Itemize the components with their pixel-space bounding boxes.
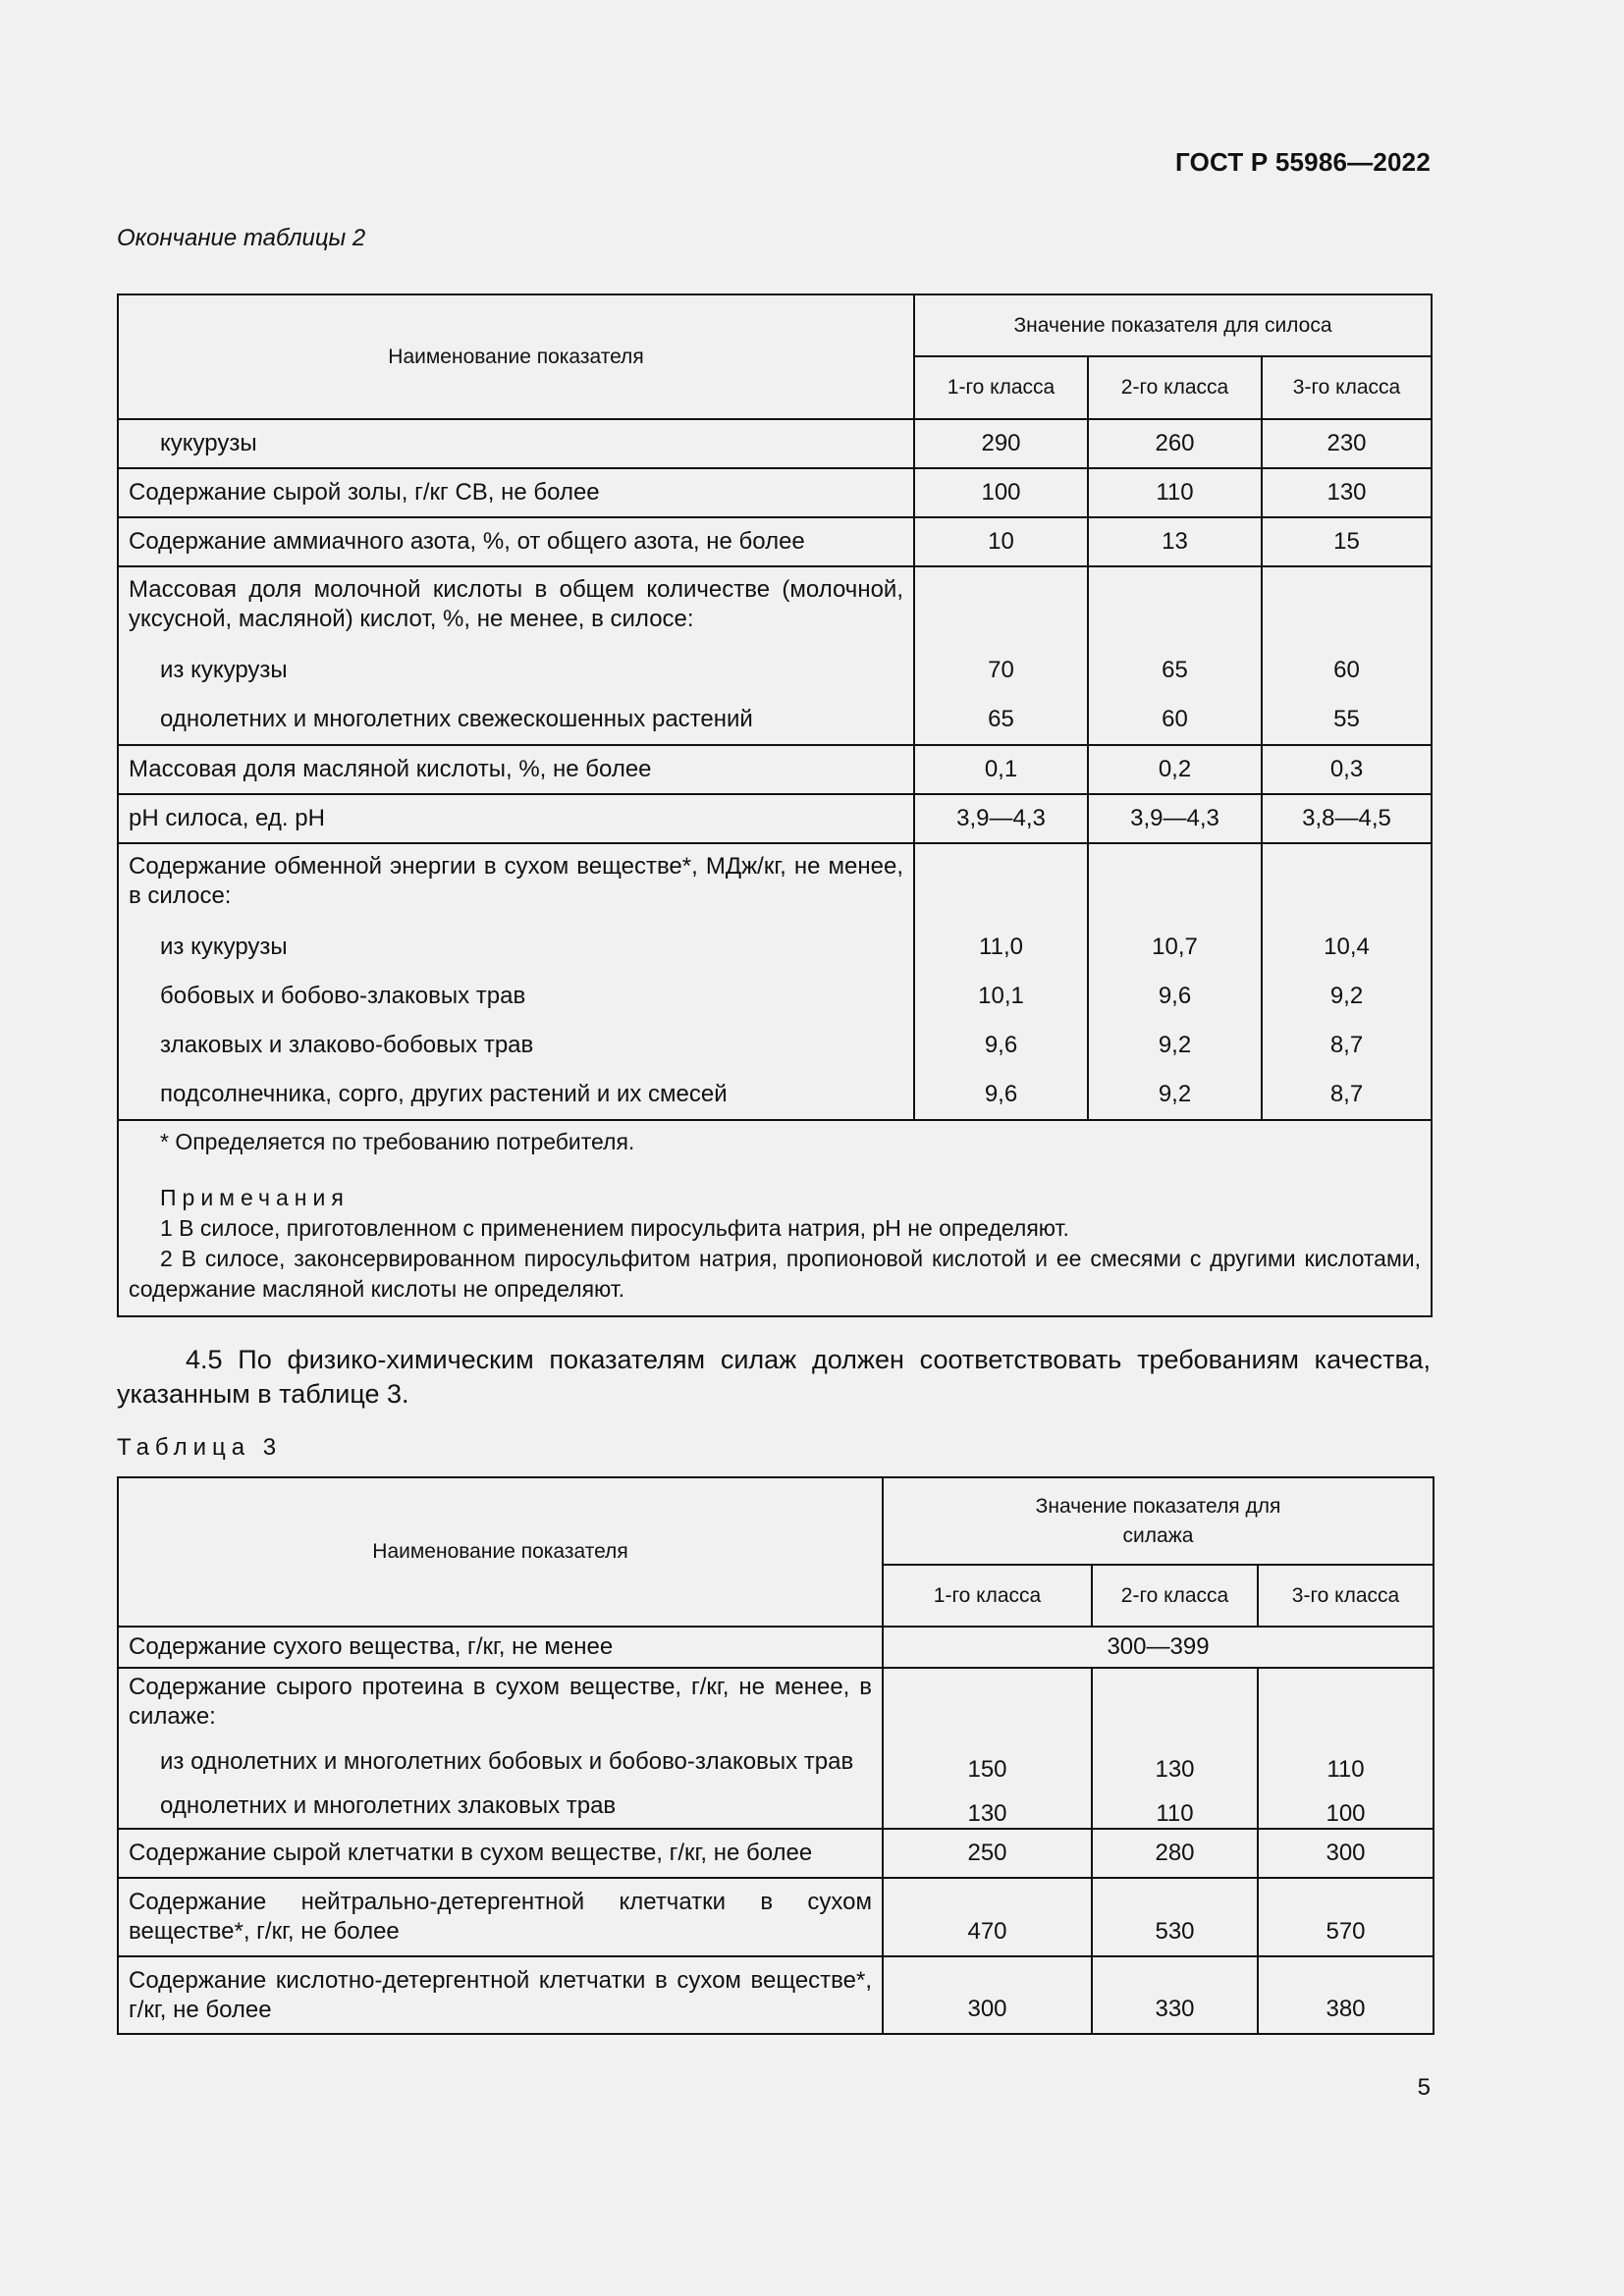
- note-1: 1 В силосе, приготовленном с применением пиросульфита натрия, рН не определяют.: [160, 1215, 1069, 1241]
- table-row: Содержание аммиачного азота, %, от общего азота, не более 10 13 15: [118, 517, 1432, 566]
- protein-label: Содержание сырого протеина в сухом веществе, г/кг, не менее, в силаже:: [129, 1674, 872, 1730]
- standard-id: ГОСТ Р 55986—2022: [1175, 147, 1431, 177]
- table3-name-header: Наименование показателя: [118, 1477, 883, 1627]
- table3-class3-header: 3-го класса: [1258, 1565, 1434, 1627]
- table3-caption: Таблица 3: [117, 1434, 283, 1461]
- table-row: Массовая доля масляной кислоты, %, не более 0,1 0,2 0,3: [118, 745, 1432, 794]
- table2-caption: Окончание таблицы 2: [117, 225, 366, 251]
- table-row: Содержание сырой золы, г/кг СВ, не более 100 110 130: [118, 468, 1432, 517]
- table2-notes: [118, 1120, 1432, 1316]
- table3-class1-header: 1-го класса: [883, 1565, 1092, 1627]
- table-row: Содержание сырого протеина в сухом веществе, г/кг, не менее, в силаже: из однолетних и многолетних бобовых и бобово-злаковых трав однолетних и многолетних злаковых трав 150 130 130 110 110 100: [118, 1668, 1434, 1829]
- table3-class2-header: 2-го класса: [1092, 1565, 1258, 1627]
- table-2: [117, 294, 1433, 1317]
- table2-group-header: Значение показателя для силоса: [914, 294, 1432, 356]
- table2-name-header: Наименование показателя: [118, 294, 914, 419]
- table-row: Содержание сырой клетчатки в сухом веществе, г/кг, не более 250 280 300: [118, 1829, 1434, 1878]
- table3-group-header: Значение показателя для силажа: [883, 1477, 1434, 1565]
- page-number: 5: [1417, 2074, 1431, 2101]
- paragraph-4-5: 4.5 По физико-химическим показателям силаж должен соответствовать требованиям качества, указанным в таблице 3.: [117, 1345, 1431, 1409]
- footnote: * Определяется по требованию потребителя.: [160, 1129, 635, 1154]
- table2-class2-header: 2-го класса: [1088, 356, 1262, 419]
- table-row: Содержание кислотно-детергентной клетчатки в сухом веществе*, г/кг, не более 300 330 380: [118, 1956, 1434, 2034]
- table2-class1-header: 1-го класса: [914, 356, 1088, 419]
- table-row: Массовая доля молочной кислоты в общем количестве (молочной, уксусной, масляной) кислот, %, не менее, в силосе: из кукурузы однолетних и многолетних свежескошенных растений 70 65 65 60 60 55: [118, 566, 1432, 745]
- note-2: 2 В силосе, законсервированном пиросульфитом натрия, пропионовой кислотой и ее смесями с другими кислотами, содержание масляной кислоты не определяют.: [129, 1246, 1421, 1302]
- table-row: Содержание обменной энергии в сухом веществе*, МДж/кг, не менее, в силосе: из кукурузы бобовых и бобово-злаковых трав злаковых и злаково-бобовых трав подсолнечника, сорго, других растений и их смесей 11,0 10,1 9,6 9,6 10,7 9,6 9,2 9,2 10,4 9,2 8,7 8,7: [118, 843, 1432, 1120]
- table-row: Содержание нейтрально-детергентной клетчатки в сухом веществе*, г/кг, не более 470 530 570: [118, 1878, 1434, 1956]
- table-row: кукурузы 290 260 230: [118, 419, 1432, 468]
- lactic-acid-label: Массовая доля молочной кислоты в общем количестве (молочной, уксусной, масляной) кислот, %, не менее, в силосе:: [129, 576, 903, 632]
- energy-label: Содержание обменной энергии в сухом веществе*, МДж/кг, не менее, в силосе:: [129, 853, 903, 909]
- table-row: рН силоса, ед. рН 3,9—4,3 3,9—4,3 3,8—4,5: [118, 794, 1432, 843]
- notes-title: Примечания: [160, 1185, 350, 1210]
- table2-class3-header: 3-го класса: [1262, 356, 1432, 419]
- table-row: Содержание сухого вещества, г/кг, не менее 300—399: [118, 1627, 1434, 1668]
- table-3: [117, 1476, 1435, 2035]
